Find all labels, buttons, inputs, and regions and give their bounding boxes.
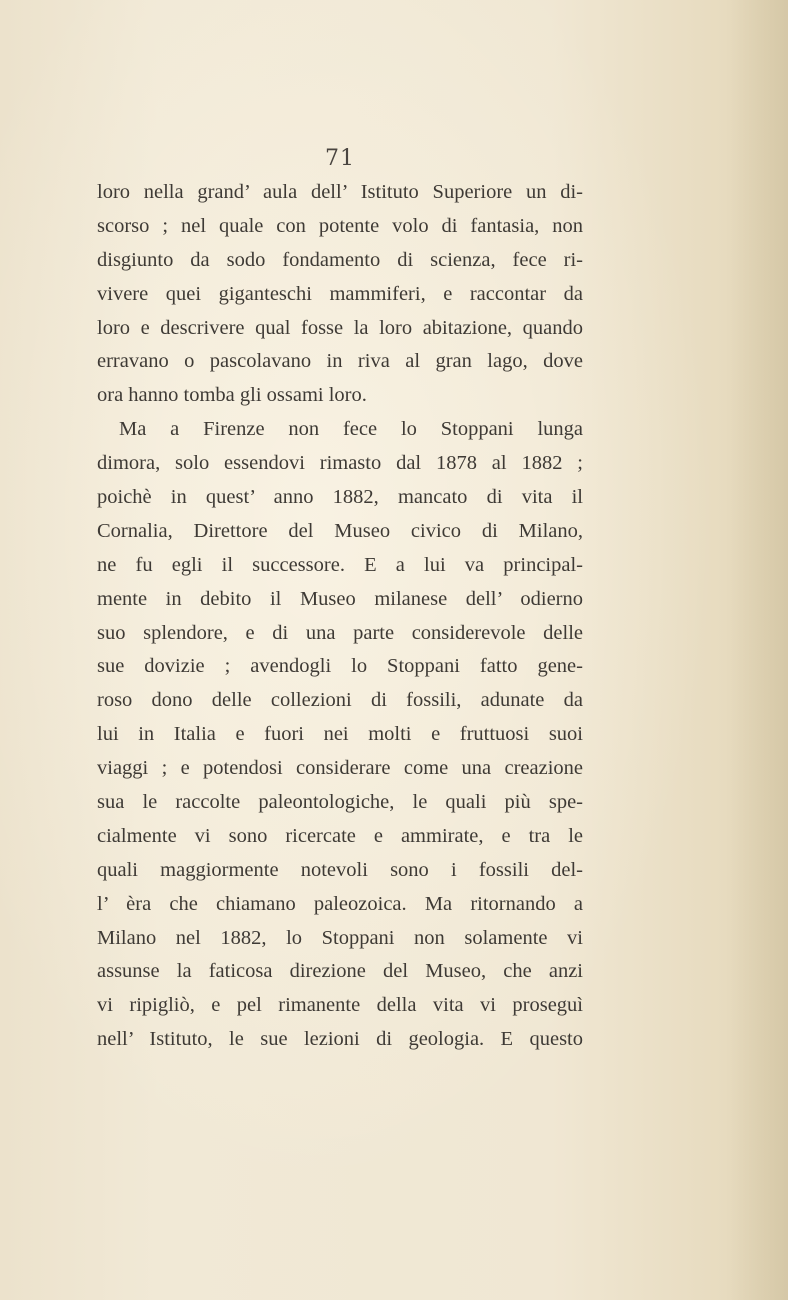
text-line: ne fu egli il successore. E a lui va principal- <box>97 553 583 576</box>
text-line: ora hanno tomba gli ossami loro. <box>97 384 367 407</box>
text-line: nell’ Istituto, le sue lezioni di geologia. E questo <box>97 1028 583 1051</box>
text-line: vi ripigliò, e pel rimanente della vita vi proseguì <box>97 994 583 1017</box>
text-line: sua le raccolte paleontologiche, le quali più spe- <box>97 791 583 814</box>
text-line: lui in Italia e fuori nei molti e fruttuosi suoi <box>97 723 583 746</box>
text-line: Milano nel 1882, lo Stoppani non solamente vi <box>97 926 583 949</box>
text-line: roso dono delle collezioni di fossili, adunate da <box>97 689 583 712</box>
text-line: poichè in quest’ anno 1882, mancato di vita il <box>97 486 583 509</box>
text-line: Ma a Firenze non fece lo Stoppani lunga <box>119 418 583 441</box>
text-line: Cornalia, Direttore del Museo civico di Milano, <box>97 519 583 542</box>
text-line: assunse la faticosa direzione del Museo, che anzi <box>97 960 583 983</box>
body-text <box>97 176 583 1057</box>
text-line: scorso ; nel quale con potente volo di fantasia, non <box>97 214 583 237</box>
text-line: sue dovizie ; avendogli lo Stoppani fatto gene- <box>97 655 583 678</box>
text-line: suo splendore, e di una parte considerevole delle <box>97 621 583 644</box>
text-line: disgiunto da sodo fondamento di scienza, fece ri- <box>97 248 583 271</box>
text-line: vivere quei giganteschi mammiferi, e raccontar da <box>97 282 583 305</box>
text-line: dimora, solo essendovi rimasto dal 1878 al 1882 ; <box>97 452 583 475</box>
text-line: loro e descrivere qual fosse la loro abitazione, quando <box>97 316 583 339</box>
text-line: quali maggiormente notevoli sono i fossili del- <box>97 858 583 881</box>
text-line: l’ èra che chiamano paleozoica. Ma ritornando a <box>97 892 583 915</box>
text-line: erravano o pascolavano in riva al gran lago, dove <box>97 350 583 373</box>
page-number: 71 <box>325 146 355 171</box>
text-line: loro nella grand’ aula dell’ Istituto Superiore un di- <box>97 181 583 203</box>
text-line: viaggi ; e potendosi considerare come una creazione <box>97 757 583 780</box>
text-line: mente in debito il Museo milanese dell’ odierno <box>97 587 583 610</box>
text-line: cialmente vi sono ricercate e ammirate, e tra le <box>97 824 583 847</box>
page-edge-shadow <box>728 0 788 1300</box>
